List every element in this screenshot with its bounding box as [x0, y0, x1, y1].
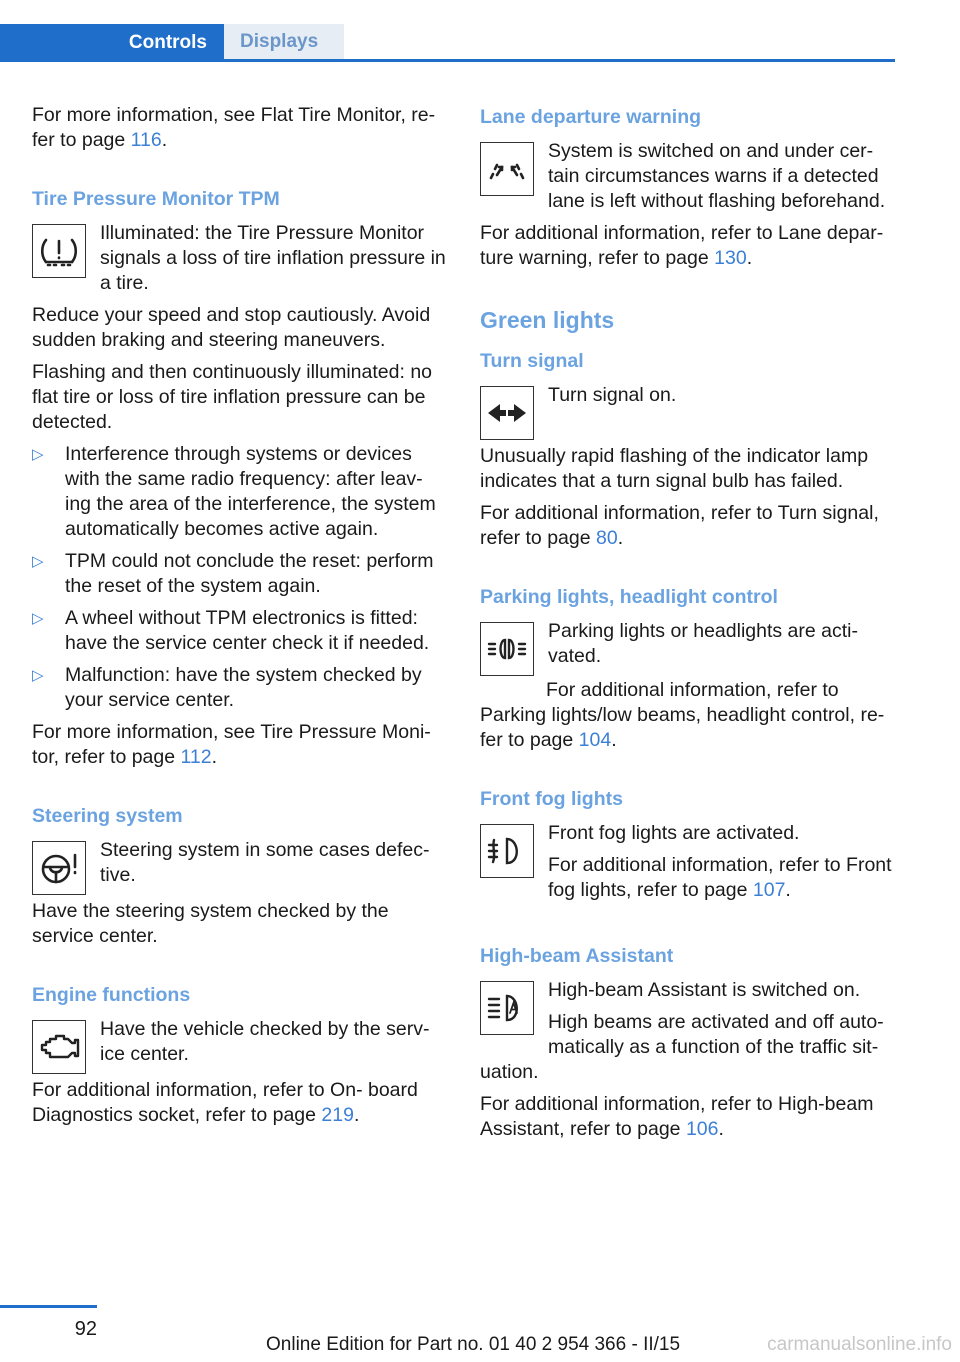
lane-departure-icon [480, 142, 534, 196]
list-item: ▷ A wheel without TPM electronics is fitted: have the service center check it if needed. [32, 607, 430, 654]
fog-section [480, 785, 896, 910]
header-tabs [0, 24, 895, 62]
triangle-bullet-icon: ▷ [32, 446, 44, 463]
page-number: 92 [74, 1318, 97, 1340]
steering-heading: Steering system [32, 805, 183, 827]
engine-section [32, 981, 448, 1128]
green-lights-heading: Green lights [480, 307, 615, 333]
edition-note: Online Edition for Part no. 01 40 2 954 366 - II/15 [266, 1334, 681, 1355]
page-link-107[interactable]: 107 [752, 879, 786, 901]
lane-heading: Lane departure warning [480, 106, 702, 128]
intro-paragraph: For more information, see Flat Tire Monitor, re‐ fer to page 116. [32, 104, 436, 151]
steering-paragraph: Have the steering system checked by the service center. [32, 900, 389, 947]
steering-icon-description: Steering system in some cases defec‐ tive. [100, 839, 430, 886]
tab-controls[interactable]: Controls [0, 24, 224, 62]
parking-paragraph: For additional information, refer to Parking lights/low beams, headlight control, re‐ fer to page 104. [480, 679, 885, 751]
tire-pressure-warning-icon [32, 224, 86, 278]
engine-paragraph: For additional information, refer to On- board Diagnostics socket, refer to page 219. [32, 1079, 418, 1126]
triangle-bullet-icon: ▷ [32, 667, 44, 684]
parking-lights-icon [480, 622, 534, 676]
steering-warning-icon [32, 841, 86, 895]
engine-check-icon [32, 1020, 86, 1074]
high-beam-assistant-icon [480, 981, 534, 1035]
footer-rule [0, 1305, 97, 1308]
parking-icon-description: Parking lights or headlights are acti‐ vated. [548, 620, 858, 667]
page-link-80[interactable]: 80 [596, 527, 618, 549]
highbeam-icon-description-1: High-beam Assistant is switched on. [548, 979, 861, 1001]
steering-section [32, 802, 448, 949]
tpm-icon-entry [32, 221, 448, 303]
page-link-219[interactable]: 219 [321, 1104, 354, 1126]
green-lights-section [480, 303, 896, 551]
page-link-112[interactable]: 112 [180, 746, 212, 768]
tab-displays[interactable]: Displays [224, 24, 344, 60]
list-item: ▷ Interference through systems or devices with the same radio frequency: after leav‐ ing the area of the interference, the system automatically becomes active again. [32, 443, 436, 540]
turn-signal-arrows-icon [480, 386, 534, 440]
page-link-116[interactable]: 116 [130, 129, 162, 151]
engine-icon-description: Have the vehicle checked by the serv‐ ice center. [100, 1018, 430, 1065]
parking-icon-entry [480, 619, 896, 680]
fog-icon-description: Front fog lights are activated. [548, 822, 800, 844]
fog-icon-entry [480, 821, 896, 910]
engine-icon-entry [32, 1017, 448, 1078]
page-link-104[interactable]: 104 [578, 729, 612, 751]
fog-paragraph: For additional information, refer to Front fog lights, refer to page 107. [548, 854, 892, 901]
highbeam-heading: High-beam Assistant [480, 945, 674, 967]
tpm-icon-description: Illuminated: the Tire Pressure Monitor signals a loss of tire inflation pressure in a tire. [100, 222, 446, 294]
left-column [32, 103, 448, 1135]
turn-icon-entry [480, 383, 896, 444]
lane-icon-entry [480, 139, 896, 221]
turn-heading: Turn signal [480, 350, 584, 372]
highbeam-icon-entry [480, 978, 896, 1092]
watermark: carmanualsonline.info [767, 1334, 952, 1355]
turn-icon-description-1: Turn signal on. [548, 384, 677, 406]
tpm-more-info: For more information, see Tire Pressure Moni‐ tor, refer to page 112. [32, 721, 431, 768]
triangle-bullet-icon: ▷ [32, 553, 44, 570]
engine-heading: Engine functions [32, 984, 191, 1006]
triangle-bullet-icon: ▷ [32, 610, 44, 627]
list-item: ▷ TPM could not conclude the reset: perform the reset of the system again. [32, 550, 434, 597]
turn-paragraph: For additional information, refer to Turn signal, refer to page 80. [480, 502, 879, 549]
tpm-paragraph-1: Reduce your speed and stop cautiously. Avoid sudden braking and steering maneuvers. [32, 304, 431, 351]
parking-section [480, 583, 896, 753]
page-link-130[interactable]: 130 [714, 247, 747, 269]
list-item: ▷ Malfunction: have the system checked by your service center. [32, 664, 422, 711]
highbeam-icon-description-2: High beams are activated and off auto‐ matically as a function of the traffic sit‐ uation. [480, 1011, 884, 1083]
lane-icon-description: System is switched on and under cer‐ tain circumstances warns if a detected lane is left without flashing beforehand. [548, 140, 886, 212]
lane-paragraph: For additional information, refer to Lane depar‐ ture warning, refer to page 130. [480, 222, 884, 269]
turn-icon-description-2: Unusually rapid flashing of the indicator lamp indicates that a turn signal bulb has failed. [480, 445, 869, 492]
header-rule [0, 59, 895, 62]
steering-icon-entry [32, 838, 448, 899]
tpm-heading: Tire Pressure Monitor TPM [32, 188, 280, 210]
tpm-paragraph-2: Flashing and then continuously illuminated: no flat tire or loss of tire inflation pressure can be detected. [32, 361, 433, 433]
fog-heading: Front fog lights [480, 788, 623, 810]
tpm-bullet-list [32, 442, 448, 713]
right-column [480, 103, 896, 1149]
front-fog-light-icon [480, 824, 534, 878]
tpm-section [32, 185, 448, 770]
page-link-106[interactable]: 106 [685, 1118, 719, 1140]
lane-section [480, 103, 896, 271]
parking-heading: Parking lights, headlight control [480, 586, 778, 608]
highbeam-section [480, 942, 896, 1142]
highbeam-paragraph: For additional information, refer to High-beam Assistant, refer to page 106. [480, 1093, 874, 1140]
